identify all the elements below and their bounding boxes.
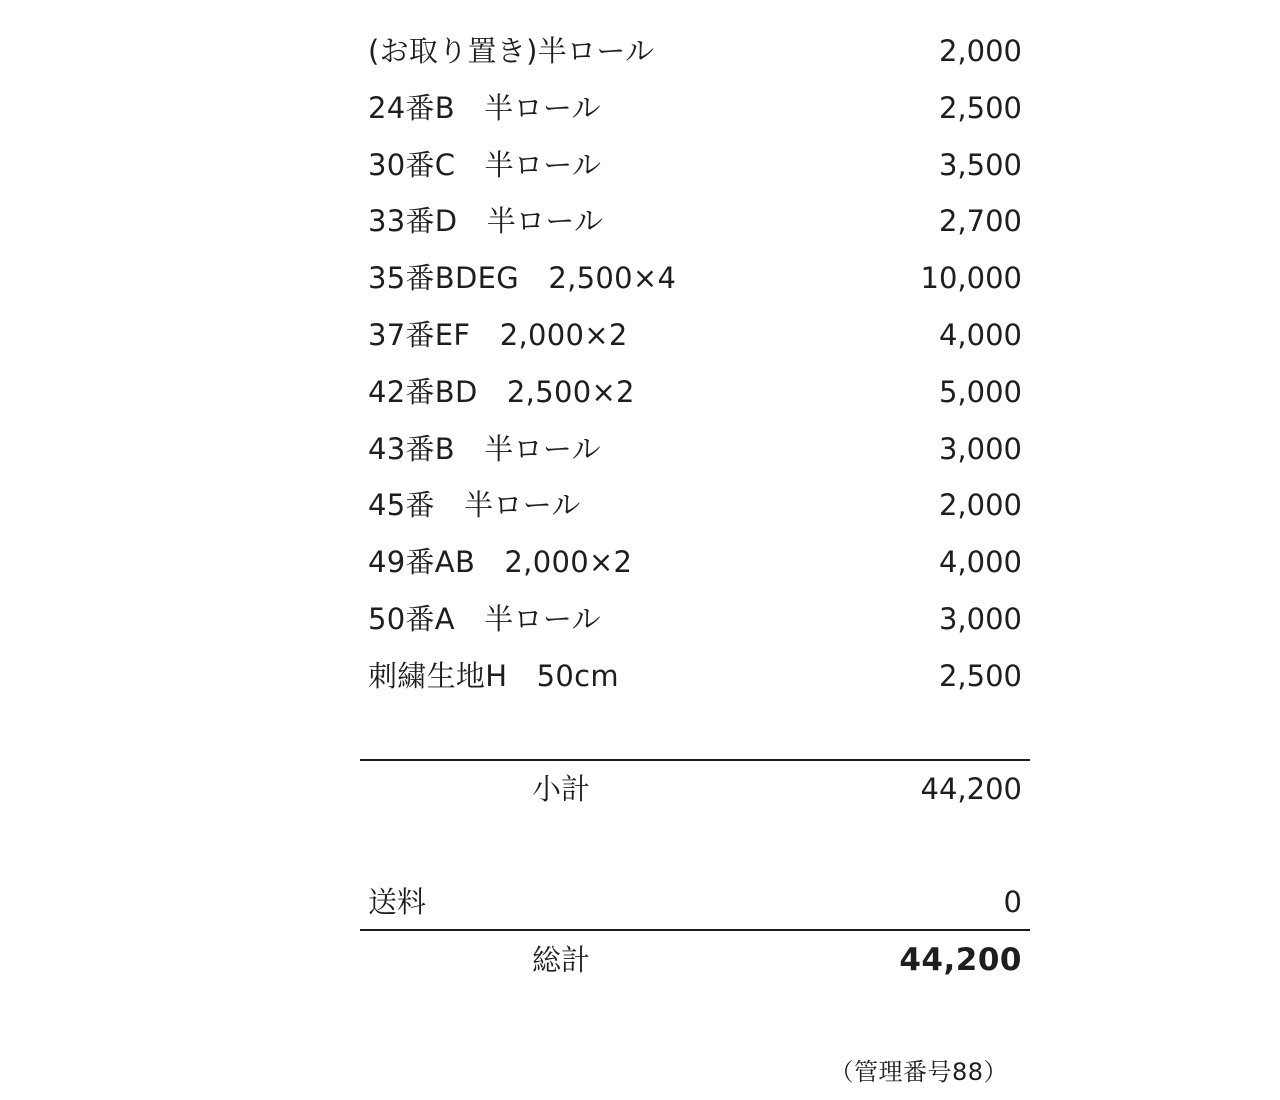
item-description: 35番BDEG 2,500×4 (368, 261, 677, 296)
item-amount: 2,500 (938, 658, 1022, 693)
list-item (360, 80, 1030, 137)
item-description: 24番B 半ロール (368, 90, 601, 125)
item-description: 刺繍生地H 50cm (368, 658, 619, 693)
list-item (360, 137, 1030, 194)
list-item (360, 364, 1030, 421)
subtotal-row (360, 769, 1030, 809)
item-amount: 2,000 (938, 488, 1022, 523)
subtotal-divider (360, 759, 1030, 761)
subtotal-label: 小計 (532, 772, 591, 806)
item-description: 37番EF 2,000×2 (368, 317, 628, 352)
shipping-label: 送料 (368, 885, 427, 919)
list-item (360, 477, 1030, 534)
item-amount: 2,000 (938, 34, 1022, 68)
receipt (360, 0, 1030, 1100)
list-item (360, 534, 1030, 591)
total-amount: 44,200 (899, 942, 1022, 978)
management-number: （管理番号88） (829, 1058, 1008, 1086)
item-amount: 3,000 (938, 431, 1022, 466)
item-list (360, 23, 1030, 705)
item-description: 50番A 半ロール (368, 601, 601, 636)
item-amount: 4,000 (938, 317, 1022, 352)
item-description: (お取り置き)半ロール (368, 34, 655, 68)
total-divider (360, 929, 1030, 931)
list-item (360, 591, 1030, 648)
list-item (360, 23, 1030, 80)
list-item (360, 421, 1030, 478)
list-item (360, 648, 1030, 705)
item-description: 42番BD 2,500×2 (368, 374, 635, 409)
item-description: 45番 半ロール (368, 488, 581, 523)
item-amount: 10,000 (920, 261, 1022, 296)
item-description: 49番AB 2,000×2 (368, 545, 633, 580)
item-description: 43番B 半ロール (368, 431, 601, 466)
item-amount: 2,500 (938, 90, 1022, 125)
subtotal-amount: 44,200 (920, 772, 1022, 806)
item-amount: 3,500 (938, 147, 1022, 182)
shipping-row (360, 882, 1030, 922)
item-amount: 2,700 (938, 204, 1022, 239)
item-amount: 4,000 (938, 545, 1022, 580)
shipping-amount: 0 (1003, 885, 1022, 919)
total-row (360, 940, 1030, 980)
list-item (360, 250, 1030, 307)
total-label: 総計 (532, 943, 591, 977)
item-description: 33番D 半ロール (368, 204, 604, 239)
list-item (360, 193, 1030, 250)
list-item (360, 307, 1030, 364)
item-amount: 3,000 (938, 601, 1022, 636)
item-description: 30番C 半ロール (368, 147, 602, 182)
item-amount: 5,000 (938, 374, 1022, 409)
